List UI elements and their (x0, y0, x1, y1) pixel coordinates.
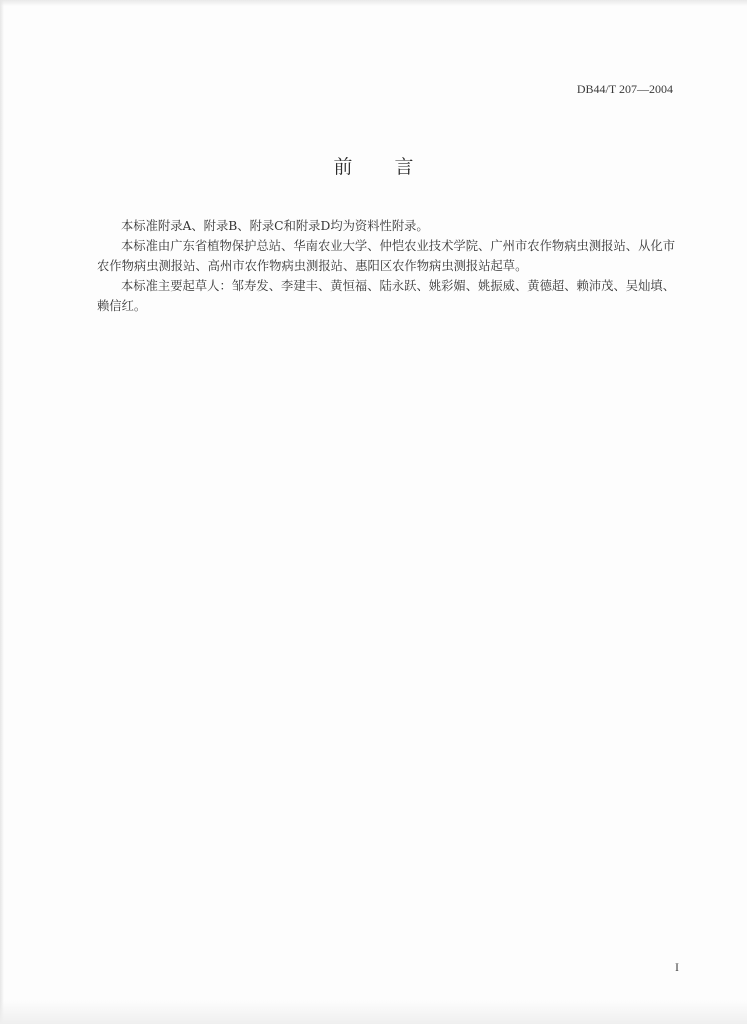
scan-edge-bottom (0, 1000, 747, 1024)
paragraph-drafters: 本标准主要起草人：邹寿发、李建丰、黄恒福、陆永跃、姚彩媚、姚振威、黄德超、赖沛茂、吴灿填、赖信红。 (97, 279, 675, 313)
paragraph-drafting-units: 本标准由广东省植物保护总站、华南农业大学、仲恺农业技术学院、广州市农作物病虫测报站、从化市农作物病虫测报站、高州市农作物病虫测报站、惠阳区农作物病虫测报站起草。 (97, 239, 675, 273)
document-code: DB44/T 207—2004 (576, 82, 673, 96)
title-char-1: 前 (333, 156, 353, 178)
title-char-2: 言 (394, 156, 414, 178)
page-title (0, 152, 747, 179)
paragraph-appendix-note: 本标准附录A、附录B、附录C和附录D均为资料性附录。 (121, 219, 429, 233)
scan-edge-top (0, 0, 747, 6)
page-number: I (675, 960, 679, 974)
foreword-body (97, 216, 675, 316)
